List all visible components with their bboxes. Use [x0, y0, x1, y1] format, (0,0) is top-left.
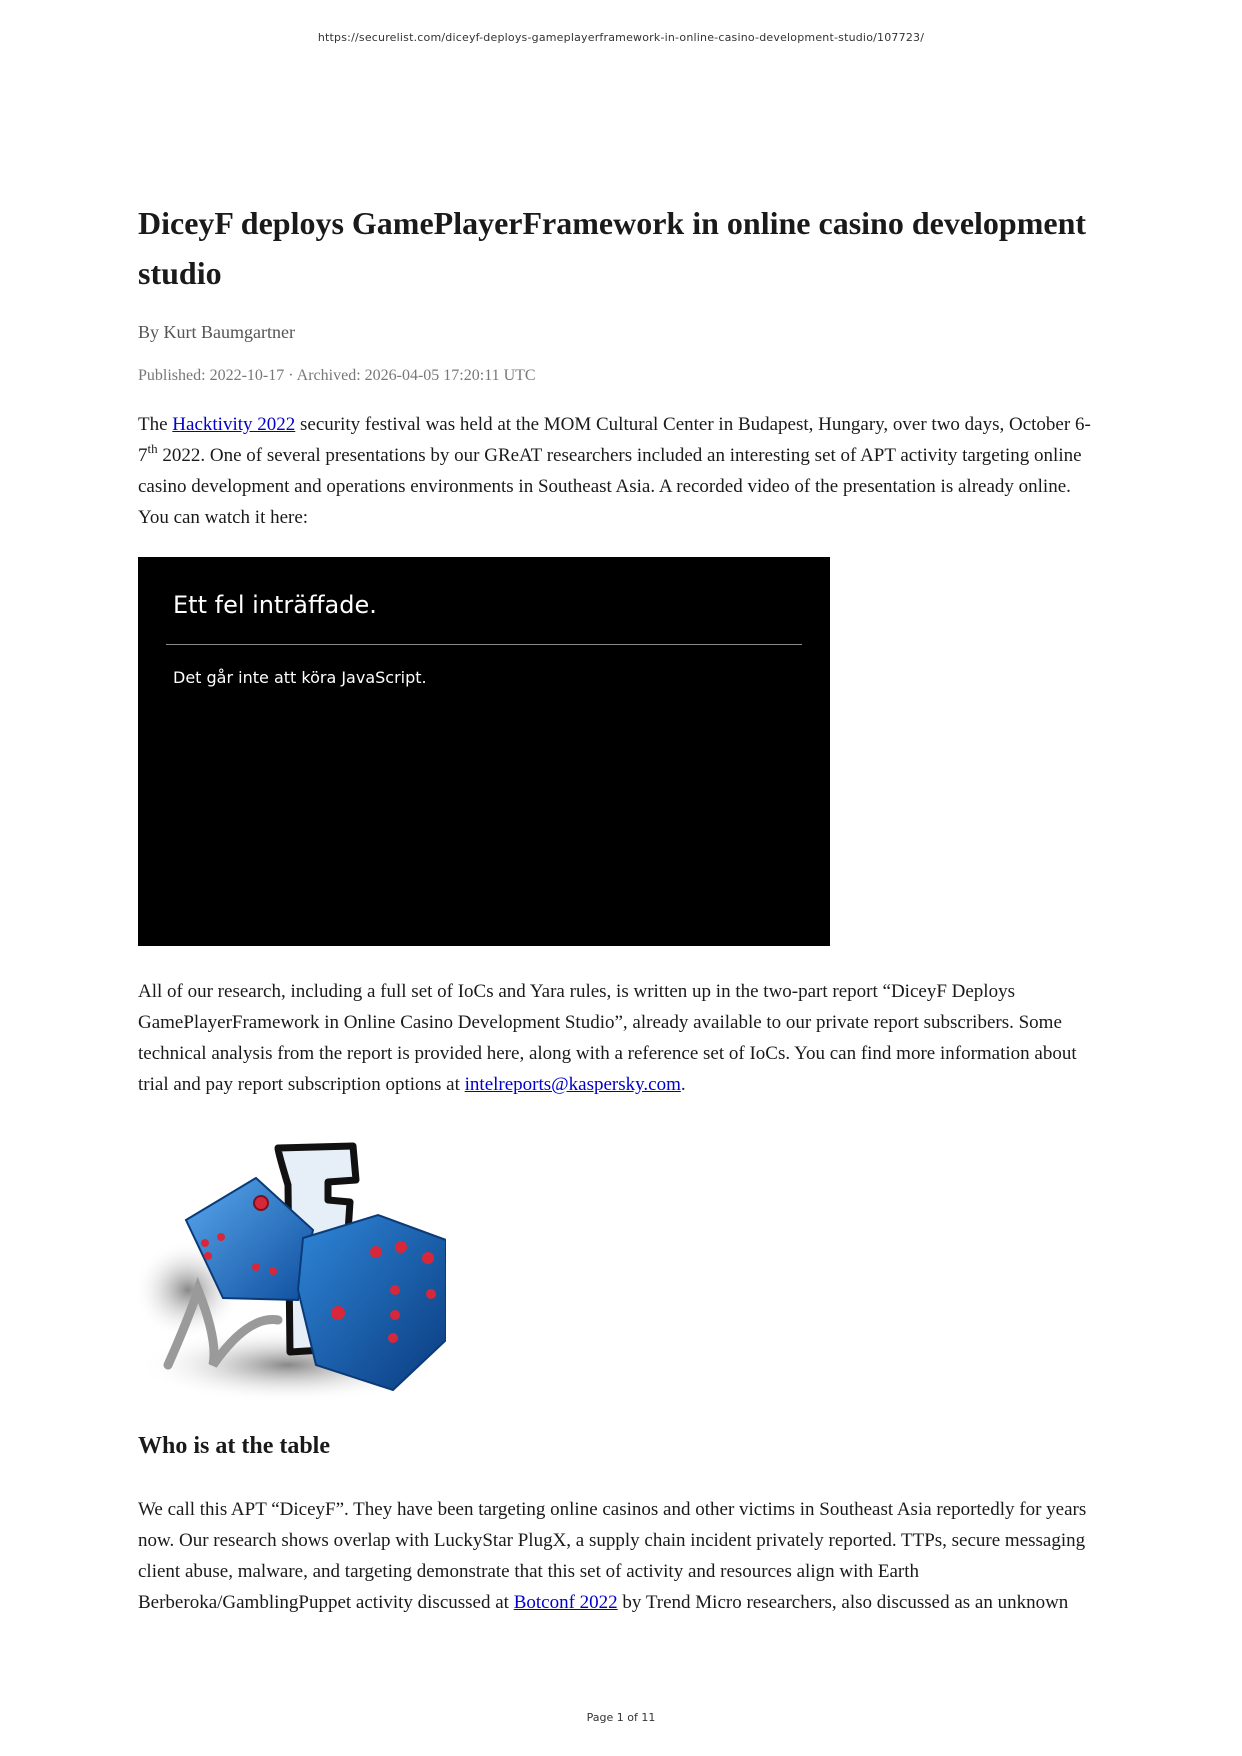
page-number: Page 1 of 11: [586, 1711, 656, 1724]
superscript: th: [147, 441, 158, 456]
page-url-header: https://securelist.com/diceyf-deploys-gameplayerframework-in-online-casino-development-studio/107723/: [317, 31, 925, 44]
section-heading: Who is at the table: [138, 1433, 330, 1459]
die-pip: [204, 1252, 212, 1260]
die-pip: [252, 1263, 260, 1271]
die-pip: [201, 1239, 209, 1247]
research-paragraph: [138, 976, 1103, 1100]
text: We call this APT “DiceyF”. They have been targeting online casinos and other victims in Southeast Asia reportedly for years now. Our research shows overlap with LuckyStar PlugX, a supply chain incident privately reported. TTPs, secure messaging client abuse, malware, and targeting demonstrate that this set of activity and resources align with Earth Berberoka/GamblingPuppet activity discussed at: [138, 1499, 1087, 1613]
die-pip: [390, 1310, 400, 1320]
video-error-title: Ett fel inträffade.: [173, 591, 377, 619]
die-pip: [331, 1306, 345, 1320]
intro-paragraph: [138, 409, 1103, 533]
hacktivity-link[interactable]: Hacktivity 2022: [172, 414, 296, 435]
text: .: [680, 1074, 686, 1095]
die-pip: [217, 1233, 225, 1241]
video-error-message: Det går inte att köra JavaScript.: [173, 668, 427, 687]
die-pip: [254, 1196, 268, 1210]
text: by Trend Micro researchers, also discussed as an unknown: [617, 1592, 1069, 1613]
botconf-link[interactable]: Botconf 2022: [513, 1592, 618, 1613]
text: All of our research, including a full set of IoCs and Yara rules, is written up in the two-part report “DiceyF Deploys GamePlayerFramework in Online Casino Development Studio”, already available to our private report subscribers. Some technical analysis from the report is provided here, along with a reference set of IoCs. You can find more information about trial and pay report subscription options at: [138, 981, 1077, 1095]
video-embed[interactable]: [138, 557, 830, 946]
die-pip: [426, 1289, 436, 1299]
article-byline: By Kurt Baumgartner: [138, 322, 295, 342]
die-pip: [395, 1241, 407, 1253]
die-pip: [269, 1267, 277, 1275]
who-paragraph: [138, 1494, 1103, 1618]
email-link[interactable]: intelreports@kaspersky.com: [464, 1074, 681, 1095]
text: security festival was held at the MOM Cultural Center in Budapest, Hungary, over two days, October 6-7: [138, 414, 1091, 466]
text: 2022. One of several presentations by our GReAT researchers included an interesting set of APT activity targeting online casino development and operations environments in Southeast Asia. A recorded video of the presentation is already online. You can watch it here:: [138, 445, 1082, 528]
video-divider: [166, 644, 802, 645]
die-pip: [422, 1252, 434, 1264]
die-pip: [370, 1246, 382, 1258]
diceyf-logo-image: [138, 1140, 446, 1403]
die-pip: [388, 1333, 398, 1343]
text: The: [138, 414, 173, 435]
article-meta: Published: 2022-10-17 · Archived: 2026-04-05 17:20:11 UTC: [138, 367, 536, 384]
die-pip: [390, 1285, 400, 1295]
article-title: DiceyF deploys GamePlayerFramework in online casino development studio: [138, 205, 1087, 291]
